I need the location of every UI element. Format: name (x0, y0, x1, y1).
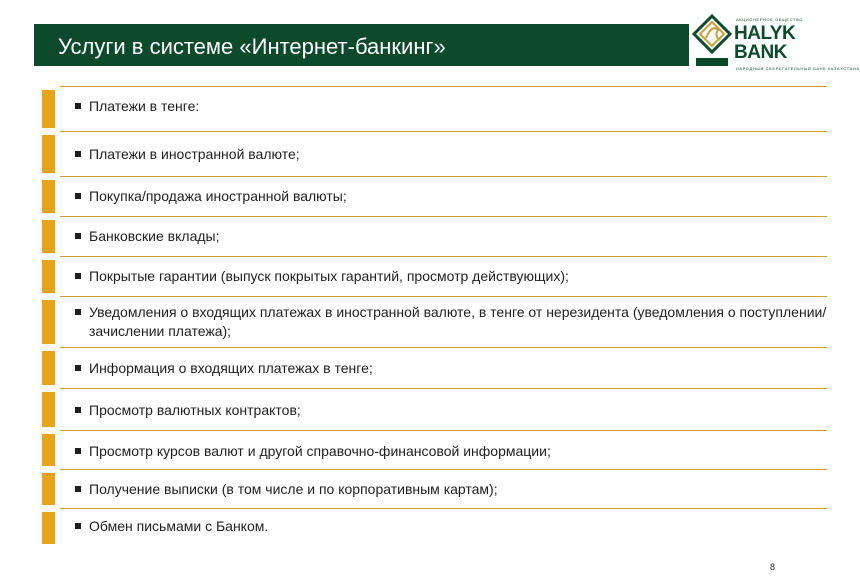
logo-top-text: АКЦИОНЕРНОЕ ОБЩЕСТВО (736, 17, 803, 22)
accent-bar (42, 300, 55, 344)
bullet-icon (75, 448, 81, 454)
list-item-text: Платежи в иностранной валюте; (89, 146, 300, 162)
bullet-icon (75, 365, 81, 371)
bullet-icon (75, 523, 81, 529)
list-item (42, 260, 832, 293)
divider (60, 347, 827, 348)
accent-bar (42, 351, 55, 385)
bullet-icon (75, 103, 81, 109)
list-item-text: Просмотр курсов валют и другой справочно-финансовой информации; (89, 443, 551, 459)
divider (60, 176, 827, 177)
halyk-bank-logo (692, 14, 860, 72)
bullet-icon (75, 407, 81, 413)
accent-bar (42, 220, 55, 253)
list-item (42, 473, 832, 505)
accent-bar (42, 135, 55, 173)
list-item-text: Обмен письмами с Банком. (89, 518, 269, 534)
bullet-icon (75, 309, 81, 315)
title-bar (34, 24, 689, 66)
accent-bar (42, 260, 55, 293)
bullet-icon (75, 486, 81, 492)
accent-bar (42, 512, 55, 544)
accent-bar (42, 434, 55, 466)
page-title: Услуги в системе «Интернет-банкинг» (58, 34, 446, 59)
accent-bar (42, 473, 55, 505)
list-item-text: Получение выписки (в том числе и по корпоративным картам); (89, 481, 498, 497)
bullet-icon (75, 273, 81, 279)
logo-word-halyk: HALYK (734, 23, 796, 44)
divider (60, 216, 827, 217)
list-item-text: Уведомления о входящих платежах в иностранной валюте, в тенге от нерезидента (уведомления о поступлении/зачислении платежа); (89, 304, 827, 339)
bullet-icon (75, 193, 81, 199)
bullet-icon (75, 233, 81, 239)
list-item (42, 392, 832, 427)
list-item (42, 135, 832, 173)
divider (60, 131, 827, 132)
page-number: 8 (770, 562, 776, 572)
list-item-text: Покупка/продажа иностранной валюты; (89, 188, 347, 204)
accent-bar (42, 180, 55, 213)
divider (60, 508, 827, 509)
accent-bar (42, 90, 55, 128)
logo-bottom-text: НАРОДНЫЙ СБЕРЕГАТЕЛЬНЫЙ БАНК КАЗАХСТАНА (736, 66, 860, 71)
list-item (42, 180, 832, 213)
logo-word-bank: BANK (734, 42, 787, 63)
list-item (42, 434, 832, 466)
list-item (42, 90, 832, 128)
divider (60, 86, 827, 87)
list-item-text: Покрытые гарантии (выпуск покрытых гарантий, просмотр действующих); (89, 268, 569, 284)
divider (60, 388, 827, 389)
list-item (42, 351, 832, 385)
list-item-text: Просмотр валютных контрактов; (89, 402, 301, 418)
divider (60, 430, 827, 431)
list-item-text: Банковские вклады; (89, 228, 220, 244)
bullet-icon (75, 151, 81, 157)
list-item (42, 512, 832, 544)
list-item (42, 220, 832, 253)
halyk-emblem-icon (692, 14, 732, 72)
accent-bar (42, 392, 55, 427)
list-item (42, 300, 832, 344)
divider (60, 256, 827, 257)
list-item-text: Платежи в тенге: (89, 98, 200, 114)
divider (60, 296, 827, 297)
list-item-text: Информация о входящих платежах в тенге; (89, 360, 373, 376)
divider (60, 469, 827, 470)
